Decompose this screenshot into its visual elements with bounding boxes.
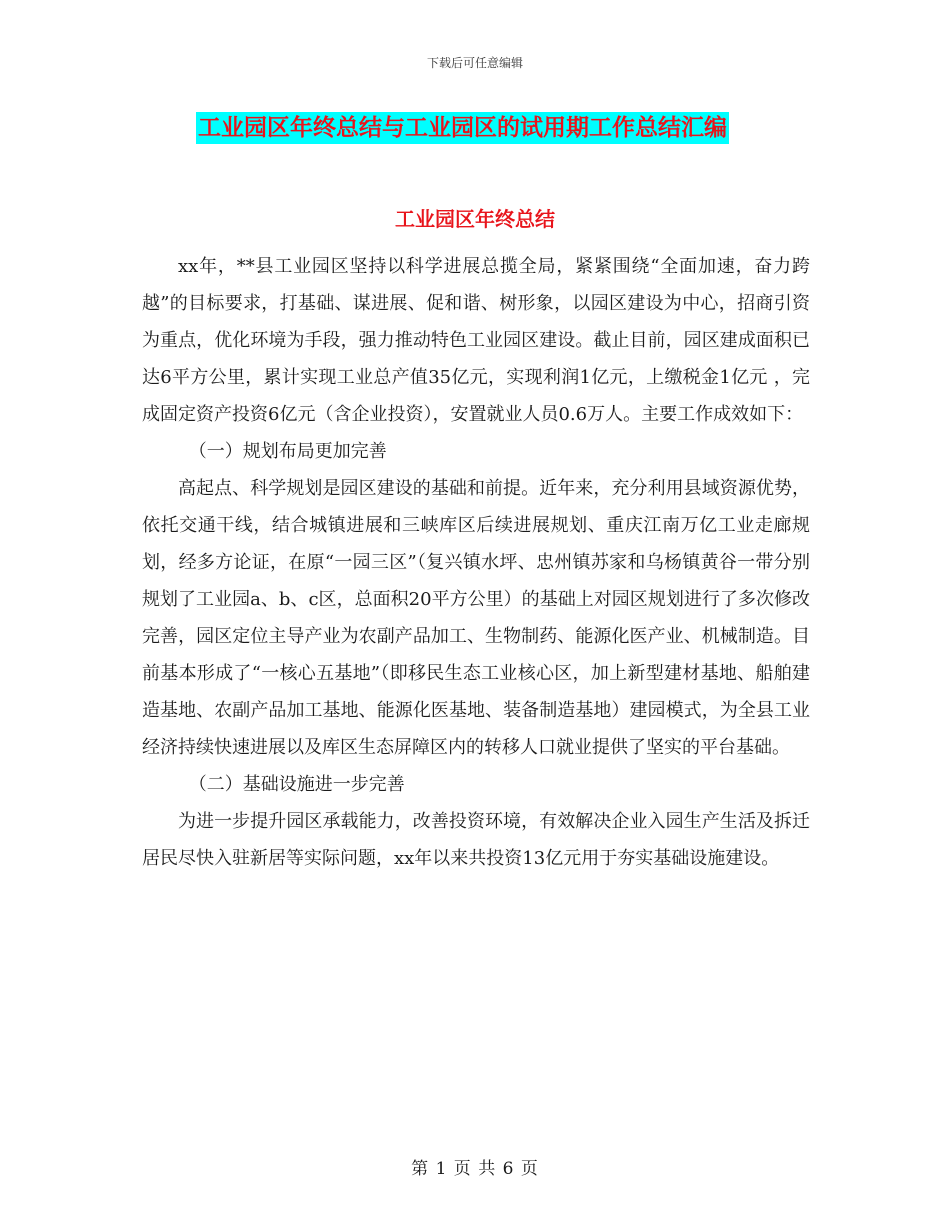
paragraph-planning: 高起点、科学规划是园区建设的基础和前提。近年来，充分利用县域资源优势，依托交通干线，结合城镇进展和三峡库区后续进展规划、重庆江南万亿工业走廊规划，经多方论证，在原“一园三区”（复兴镇水坪、忠州镇苏家和乌杨镇黄谷一带分别规划了工业园a、b、c区，总面积20平方公里）的基础上对园区规划进行了多次修改完善，园区定位主导产业为农副产品加工、生物制药、能源化医产业、机械制造。目前基本形成了“一核心五基地”（即移民生态工业核心区，加上新型建材基地、船舶建造基地、农副产品加工基地、能源化医基地、装备制造基地）建园模式，为全县工业经济持续快速进展以及库区生态屏障区内的转移人口就业提供了坚实的平台基础。 <box>142 478 810 758</box>
paragraph-intro: xx年，**县工业园区坚持以科学进展总揽全局，紧紧围绕“全面加速，奋力跨越”的目标要求，打基础、谋进展、促和谐、树形象，以园区建设为中心，招商引资为重点，优化环境为手段，强力推动特色工业园区建设。截止目前，园区建成面积已达6平方公里，累计实现工业总产值35亿元，实现利润1亿元，上缴税金1亿元 ，完成固定资产投资6亿元（含企业投资），安置就业人员0.6万人。主要工作成效如下： <box>142 256 810 425</box>
subheading-infrastructure: （二）基础设施进一步完善 <box>188 774 405 795</box>
subheading-planning: （一）规划布局更加完善 <box>188 441 387 462</box>
section-title: 工业园区年终总结 <box>395 207 555 231</box>
header-note: 下载后可任意编辑 <box>426 56 523 70</box>
document-body <box>142 248 810 877</box>
page-number: 第 1 页 共 6 页 <box>411 1159 539 1179</box>
paragraph-infrastructure: 为进一步提升园区承载能力，改善投资环境，有效解决企业入园生产生活及拆迁居民尽快入驻新居等实际问题，xx年以来共投资13亿元用于夯实基础设施建设。 <box>142 811 810 869</box>
document-title: 工业园区年终总结与工业园区的试用期工作总结汇编 <box>196 112 729 144</box>
